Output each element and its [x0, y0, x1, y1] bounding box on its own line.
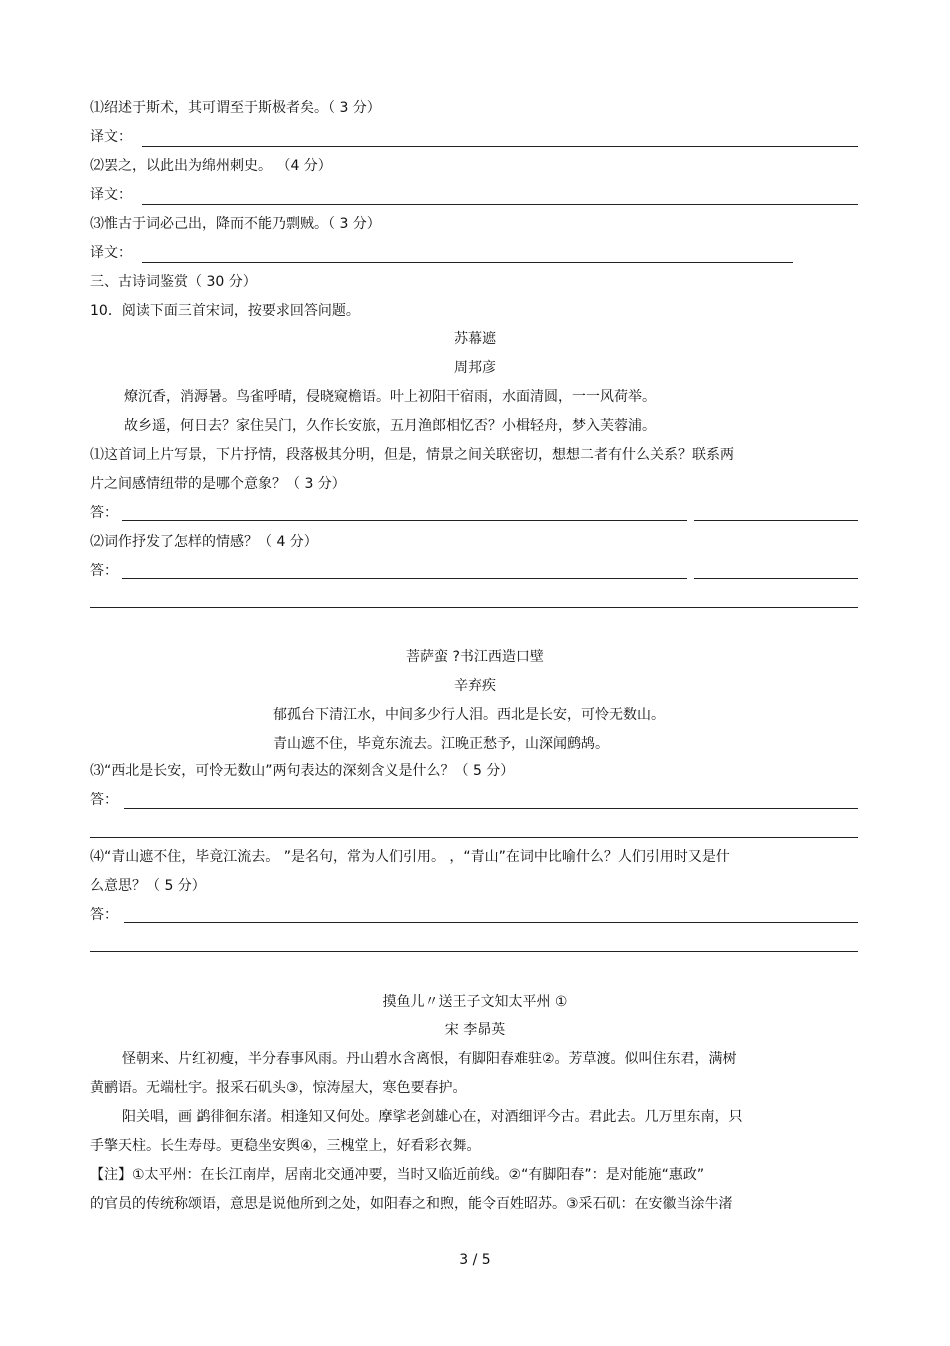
- section-title: 三、古诗词鉴赏（ 30 分）: [90, 274, 257, 290]
- answer-line: [124, 922, 858, 923]
- answer-line: [122, 520, 687, 521]
- poem-3-author: 宋 李昴英: [444, 1022, 506, 1038]
- answer-line: [694, 578, 858, 579]
- answer-label: 答：: [90, 505, 118, 521]
- poem-1-title: 苏幕遮: [454, 331, 496, 347]
- question-1-1: ⑴绍述于斯术，其可谓至于斯极者矣。（ 3 分）: [90, 100, 381, 116]
- poem-1-author: 周邦彦: [454, 360, 496, 376]
- translation-label-2: 译文：: [90, 187, 132, 203]
- question-1-2: ⑵罢之，以此出为绵州刺史。 （4 分）: [90, 158, 332, 174]
- poem-3-line: 黄鹂语。无端杜宇。报采石矶头③，惊涛屋大，寒色要春护。: [90, 1080, 467, 1096]
- question-10-4: ⑷“青山遮不住，毕竟江流去。 ”是名句，常为人们引用。 ，“青山”在词中比喻什么？人们引用时又是什: [90, 849, 730, 865]
- poem-1-line: 故乡遥，何日去？家住吴门，久作长安旅，五月渔郎相忆否？小楫轻舟，梦入芙蓉浦。: [124, 418, 656, 434]
- poem-2-title: 菩萨蛮 ?书江西造口壁: [406, 649, 544, 665]
- poem-3-title: 摸鱼儿〃送王子文知太平州 ①: [382, 994, 568, 1010]
- question-1-3: ⑶惟古于词必己出，降而不能乃剽贼。（ 3 分）: [90, 216, 381, 232]
- question-10-4-cont: 么意思？（ 5 分）: [90, 878, 206, 894]
- poem-2-author: 辛弃疾: [454, 678, 496, 694]
- translation-label-3: 译文：: [90, 245, 132, 261]
- answer-line: [90, 837, 858, 838]
- poem-3-line: 怪朝来、片红初瘦，半分春事风雨。丹山碧水含离恨，有脚阳春难驻②。芳草渡。似叫住东君，满树: [122, 1051, 737, 1067]
- question-10: 10．阅读下面三首宋词，按要求回答问题。: [90, 303, 360, 319]
- answer-line: [122, 578, 687, 579]
- question-10-3: ⑶“西北是长安，可怜无数山”两句表达的深刻含义是什么？（ 5 分）: [90, 763, 515, 779]
- question-10-1-cont: 片之间感情纽带的是哪个意象？（ 3 分）: [90, 476, 346, 492]
- answer-label: 答：: [90, 907, 118, 923]
- poem-2-line: 青山遮不住，毕竟东流去。江晚正愁予，山深闻鹧鸪。: [273, 736, 609, 752]
- poem-3-line: 手擎天柱。长生寿母。更稳坐安舆④，三槐堂上，好看彩衣舞。: [90, 1138, 481, 1154]
- question-10-2: ⑵词作抒发了怎样的情感？（ 4 分）: [90, 534, 318, 550]
- answer-line: [124, 808, 858, 809]
- answer-line: [142, 146, 858, 147]
- question-10-1: ⑴这首词上片写景，下片抒情，段落极其分明，但是，情景之间关联密切，想想二者有什么关系？联系两: [90, 447, 734, 463]
- answer-label: 答：: [90, 792, 118, 808]
- answer-line: [142, 204, 858, 205]
- poem-2-line: 郁孤台下清江水，中间多少行人泪。西北是长安，可怜无数山。: [273, 707, 665, 723]
- answer-line: [90, 951, 858, 952]
- page-number: 3 / 5: [459, 1252, 491, 1268]
- poem-1-line: 燎沉香，消溽暑。鸟雀呼晴，侵晓窥檐语。叶上初阳干宿雨，水面清圆，一一风荷举。: [124, 389, 656, 405]
- poem-3-line: 阳关唱，画 鹢徘徊东渚。相逢知又何处。摩挲老剑雄心在，对酒细评今古。君此去。几万里东南，只: [122, 1109, 743, 1125]
- answer-line: [694, 520, 858, 521]
- note-line: 【注】①太平州：在长江南岸，居南北交通冲要，当时又临近前线。②“有脚阳春”：是对能施“惠政”: [90, 1167, 705, 1183]
- answer-line: [142, 262, 793, 263]
- translation-label-1: 译文：: [90, 129, 132, 145]
- answer-label: 答：: [90, 563, 118, 579]
- answer-line: [90, 607, 858, 608]
- note-line: 的官员的传统称颂语，意思是说他所到之处，如阳春之和煦，能令百姓昭苏。③采石矶：在安徽当涂牛渚: [90, 1196, 733, 1212]
